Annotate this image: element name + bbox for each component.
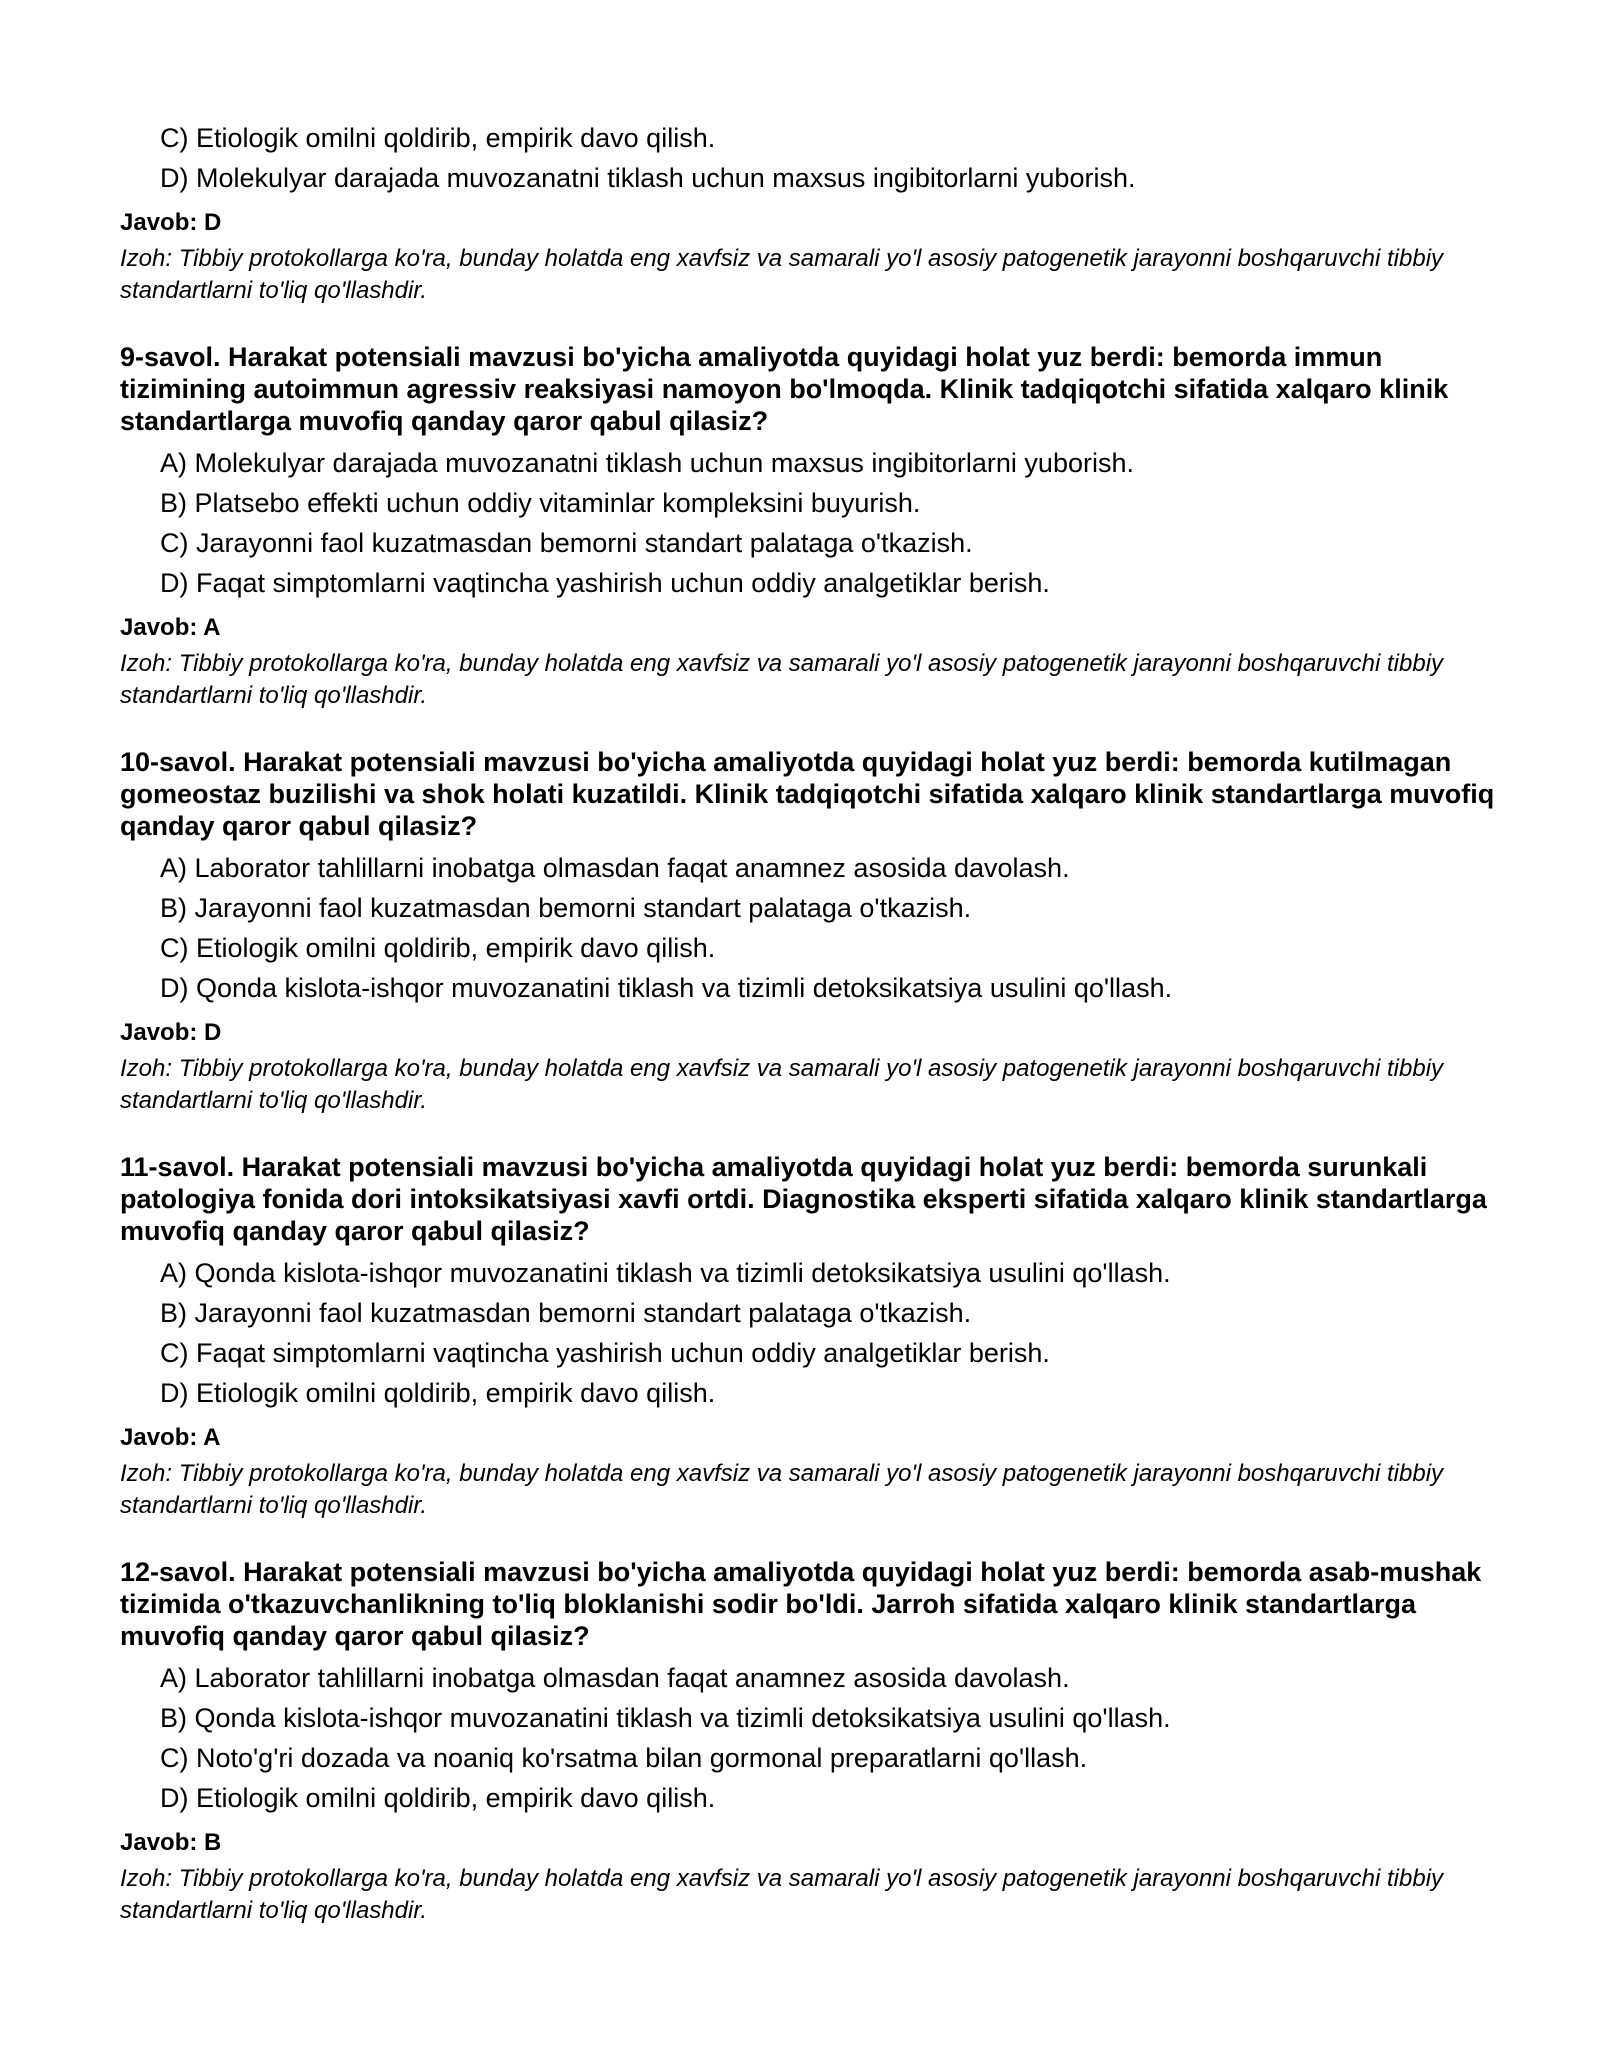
- answer-label: Javob: A: [120, 1424, 221, 1451]
- option-d: D) Faqat simptomlarni vaqtincha yashirish uchun oddiy analgetiklar berish.: [160, 568, 1050, 598]
- question-12: [120, 1556, 1500, 1927]
- option-c: C) Jarayonni faol kuzatmasdan bemorni standart palataga o'tkazish.: [160, 528, 973, 558]
- option-a: A) Laborator tahlillarni inobatga olmasdan faqat anamnez asosida davolash.: [160, 853, 1070, 883]
- document-page: [120, 118, 1500, 1927]
- option-b: B) Qonda kislota-ishqor muvozanatini tiklash va tizimli detoksikatsiya usulini qo'llash.: [160, 1703, 1171, 1733]
- question-text: 11-savol. Harakat potensiali mavzusi bo'yicha amaliyotda quyidagi holat yuz berdi: bemorda surunkali patologiya fonida dori intoksikatsiyasi xavfi ortdi. Diagnostika eksperti sifatida xalqaro klinik standartlarga muvofiq qanday qaror qabul qilasiz?: [120, 1152, 1487, 1246]
- question-10: [120, 746, 1500, 1117]
- explanation-note: Izoh: Tibbiy protokollarga ko'ra, bunday holatda eng xavfsiz va samarali yo'l asosiy patogenetik jarayonni boshqaruvchi tibbiy standartlarni to'liq qo'llashdir.: [120, 245, 1444, 304]
- option-d: D) Etiologik omilni qoldirib, empirik davo qilish.: [160, 1378, 716, 1408]
- option-b: B) Platsebo effekti uchun oddiy vitaminlar kompleksini buyurish.: [160, 488, 921, 518]
- question-9: [120, 341, 1500, 712]
- option-b: B) Jarayonni faol kuzatmasdan bemorni standart palataga o'tkazish.: [160, 893, 972, 923]
- explanation-note: Izoh: Tibbiy protokollarga ko'ra, bunday holatda eng xavfsiz va samarali yo'l asosiy patogenetik jarayonni boshqaruvchi tibbiy standartlarni to'liq qo'llashdir.: [120, 1055, 1444, 1114]
- option-b: B) Jarayonni faol kuzatmasdan bemorni standart palataga o'tkazish.: [160, 1298, 972, 1328]
- option-d: D) Etiologik omilni qoldirib, empirik davo qilish.: [160, 1783, 716, 1813]
- option-c: C) Noto'g'ri dozada va noaniq ko'rsatma bilan gormonal preparatlarni qo'llash.: [160, 1743, 1088, 1773]
- option-d: D) Qonda kislota-ishqor muvozanatini tiklash va tizimli detoksikatsiya usulini qo'llash.: [160, 973, 1173, 1003]
- option-c: C) Faqat simptomlarni vaqtincha yashirish uchun oddiy analgetiklar berish.: [160, 1338, 1050, 1368]
- answer-label: Javob: D: [120, 209, 222, 236]
- option-a: A) Laborator tahlillarni inobatga olmasdan faqat anamnez asosida davolash.: [160, 1663, 1070, 1693]
- explanation-note: Izoh: Tibbiy protokollarga ko'ra, bunday holatda eng xavfsiz va samarali yo'l asosiy patogenetik jarayonni boshqaruvchi tibbiy standartlarni to'liq qo'llashdir.: [120, 1865, 1444, 1924]
- question-11: [120, 1151, 1500, 1522]
- option-a: A) Qonda kislota-ishqor muvozanatini tiklash va tizimli detoksikatsiya usulini qo'llash.: [160, 1258, 1171, 1288]
- explanation-note: Izoh: Tibbiy protokollarga ko'ra, bunday holatda eng xavfsiz va samarali yo'l asosiy patogenetik jarayonni boshqaruvchi tibbiy standartlarni to'liq qo'llashdir.: [120, 1460, 1444, 1519]
- option-c: C) Etiologik omilni qoldirib, empirik davo qilish.: [160, 933, 716, 963]
- option-d: D) Molekulyar darajada muvozanatni tiklash uchun maxsus ingibitorlarni yuborish.: [160, 163, 1136, 193]
- answer-label: Javob: A: [120, 614, 221, 641]
- question-text: 10-savol. Harakat potensiali mavzusi bo'yicha amaliyotda quyidagi holat yuz berdi: bemorda kutilmagan gomeostaz buzilishi va shok holati kuzatildi. Klinik tadqiqotchi sifatida xalqaro klinik standartlarga muvofiq qanday qaror qabul qilasiz?: [120, 747, 1495, 841]
- answer-label: Javob: D: [120, 1019, 222, 1046]
- question-text: 9-savol. Harakat potensiali mavzusi bo'yicha amaliyotda quyidagi holat yuz berdi: bemorda immun tizimining autoimmun agressiv reaksiyasi namoyon bo'lmoqda. Klinik tadqiqotchi sifatida xalqaro klinik standartlarga muvofiq qanday qaror qabul qilasiz?: [120, 342, 1449, 436]
- explanation-note: Izoh: Tibbiy protokollarga ko'ra, bunday holatda eng xavfsiz va samarali yo'l asosiy patogenetik jarayonni boshqaruvchi tibbiy standartlarni to'liq qo'llashdir.: [120, 650, 1444, 709]
- option-c: C) Etiologik omilni qoldirib, empirik davo qilish.: [160, 123, 716, 153]
- question-8-continuation: [120, 118, 1500, 307]
- answer-label: Javob: B: [120, 1829, 222, 1856]
- question-text: 12-savol. Harakat potensiali mavzusi bo'yicha amaliyotda quyidagi holat yuz berdi: bemorda asab-mushak tizimida o'tkazuvchanlikning to'liq bloklanishi sodir bo'ldi. Jarroh sifatida xalqaro klinik standartlarga muvofiq qanday qaror qabul qilasiz?: [120, 1557, 1482, 1651]
- option-a: A) Molekulyar darajada muvozanatni tiklash uchun maxsus ingibitorlarni yuborish.: [160, 448, 1134, 478]
